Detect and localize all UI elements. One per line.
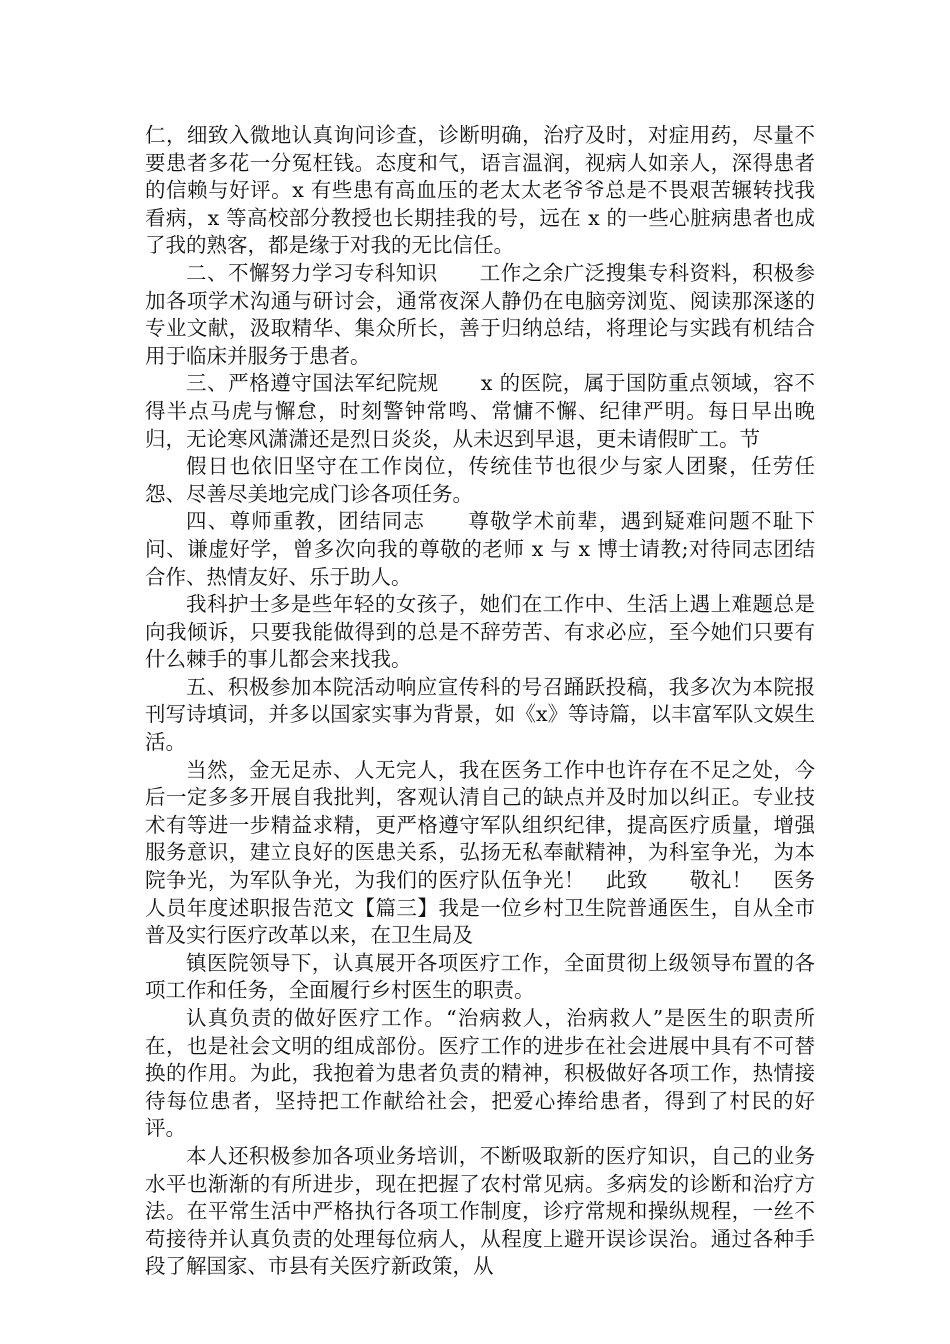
paragraph: 我科护士多是些年轻的女孩子，她们在工作中、生活上遇上难题总是向我倾诉，只要我能做得到的总是不辞劳苦、有求必应，至今她们只要有什么棘手的事儿都会来找我。: [145, 592, 815, 672]
paragraph: 当然，金无足赤、人无完人，我在医务工作中也许存在不足之处，今后一定多多开展自我批判，客观认清自己的缺点并及时加以纠正。专业技术有等进一步精益求精，更严格遵守军队组织纪律，提高医疗质量，增强服务意识，建立良好的医患关系，弘扬无私奉献精神，为科室争光，为本院争光，为军队争光，为我们的医疗队伍争光！ 此致 敬礼！ 医务人员年度述职报告范文【篇三】我是一位乡村卫生院普通医生，自从全市普及实行医疗改革以来，在卫生局及: [145, 757, 815, 948]
paragraph: 二、不懈努力学习专科知识 工作之余广泛搜集专科资料，积极参加各项学术沟通与研讨会，通常夜深人静仍在电脑旁浏览、阅读那深遂的专业文献，汲取精华、集众所长，善于归纳总结，将理论与实践有机结合用于临床并服务于患者。: [145, 260, 815, 368]
paragraph: 本人还积极参加各项业务培训，不断吸取新的医疗知识，自己的业务水平也渐渐的有所进步，现在把握了农村常见病。多病发的诊断和治疗方法。在平常生活中严格执行各项工作制度，诊疗常规和操纵规程，一丝不苟接待并认真负责的处理每位病人，从程度上避开误诊误治。通过各种手段了解国家、市县有关医疗新政策，从: [145, 1143, 815, 1279]
paragraph: 镇医院领导下，认真展开各项医疗工作，全面贯彻上级领导布置的各项工作和任务，全面履行乡村医生的职责。: [145, 950, 815, 1003]
document-body: [145, 122, 815, 1281]
paragraph: 假日也依旧坚守在工作岗位，传统佳节也很少与家人团聚，任劳任怨、尽善尽美地完成门诊各项任务。: [145, 454, 815, 506]
paragraph: 五、积极参加本院活动响应宣传科的号召踊跃投稿，我多次为本院报刊写诗填词，并多以国家实事为背景，如《x》等诗篇，以丰富军队文娱生活。: [145, 674, 815, 755]
paragraph: 仁，细致入微地认真询问诊查，诊断明确，治疗及时，对症用药，尽量不要患者多花一分冤枉钱。态度和气，语言温润，视病人如亲人，深得患者的信赖与好评。x 有些患有高血压的老太太老爷爷总是不畏艰苦辗转找我看病，x 等高校部分教授也长期挂我的号，远在 x 的一些心脏病患者也成了我的熟客，都是缘于对我的无比信任。: [145, 123, 815, 258]
paragraph: 四、尊师重教，团结同志 尊敬学术前辈，遇到疑难问题不耻下问、谦虚好学，曾多次向我的尊敬的老师 x 与 x 博士请教;对待同志团结合作、热情友好、乐于助人。: [145, 509, 815, 589]
paragraph: 认真负责的做好医疗工作。“治病救人，治病救人”是医生的职责所在，也是社会文明的组成部份。医疗工作的进步在社会进展中具有不可替换的作用。为此，我抱着为患者负责的精神，积极做好各项工作，热情接待每位患者，坚持把工作献给社会，把爱心捧给患者，得到了村民的好评。: [145, 1006, 815, 1141]
paragraph: 三、严格遵守国法军纪院规 x 的医院，属于国防重点领域，容不得半点马虎与懈怠，时刻警钟常鸣、常慵不懈、纪律严明。每日早出晚归，无论寒风潇潇还是烈日炎炎，从未迟到早退，更未请假旷工。节: [145, 371, 815, 451]
